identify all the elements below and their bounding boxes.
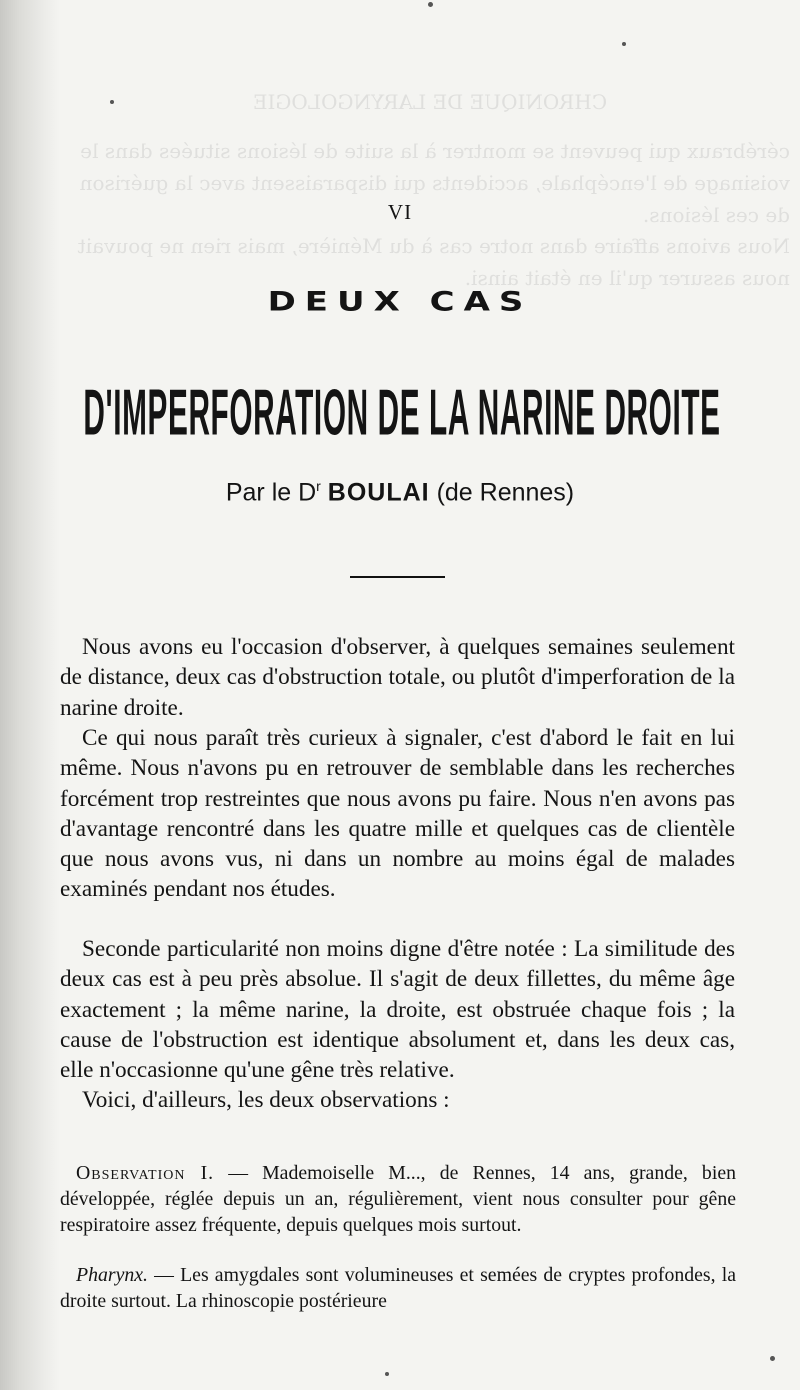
- paragraph-text: Seconde particularité non moins digne d'être notée : La similitude des deux cas est à peu près absolue. Il s'agit de deux fillettes, du même âge exactement ; la même narine, la droite, est obstruée chaque fois ; la cause de l'obstruction est identique absolument et, dans les deux cas, elle n'occasionne qu'une gêne très relative.: [60, 936, 735, 1084]
- scan-speck: [770, 1356, 775, 1361]
- byline-superscript: r: [316, 478, 321, 494]
- bleed-through-header: CHRONIQUE DE LARYNGOLOGIE: [252, 90, 608, 114]
- scan-speck: [110, 100, 114, 104]
- author-name: BOULAI: [327, 478, 430, 507]
- paragraph-text: Nous avons eu l'occasion d'observer, à quelques semaines seulement de distance, deux cas d'obstruction totale, ou plutôt d'imperforation de la narine droite.: [60, 634, 735, 721]
- paragraph-3: [60, 934, 735, 1085]
- paragraph-text: Ce qui nous paraît très curieux à signaler, c'est d'abord le fait en lui même. Nous n'avons pu en retrouver de semblable dans les recherches forcément trop restreintes que nous avons pu faire. Nous n'en avons pas d'avantage rencontré dans les quatre mille et quelques cas de clientèle que nous avons vus, ni dans un nombre au moins égal de malades examinés pendant nos études.: [60, 725, 735, 903]
- observation-pharynx: [60, 1262, 736, 1314]
- byline: [0, 478, 800, 507]
- chapter-title-text: D'IMPERFORATION DE LA NARINE DROITE: [83, 377, 721, 450]
- scan-speck: [428, 2, 433, 7]
- bleed-through-text-2: Nous avions affaire dans notre cas à du Ménière, mais rien ne pouvait nous assurer qu'il en était ainsi.: [77, 234, 790, 290]
- scan-speck: [385, 1372, 389, 1376]
- observation-1: [60, 1160, 736, 1239]
- paragraph-1: [60, 632, 735, 723]
- paragraph-text: Voici, d'ailleurs, les deux observations :: [82, 1087, 450, 1113]
- pharynx-label: Pharynx.: [76, 1264, 148, 1286]
- observation-label: Observation I.: [76, 1162, 215, 1184]
- chapter-title: [83, 360, 721, 468]
- chapter-number: VI: [387, 200, 413, 224]
- chapter-kicker: DEUX CAS: [267, 286, 533, 318]
- paragraph-2: [60, 723, 735, 905]
- bleed-through-text: cérébraux qui peuvent se montrer à la suite de lésions situées dans le voisinage de l'encéphale, accidents qui disparaissent avec la guérison de ces lésions.: [79, 139, 790, 227]
- scan-speck: [622, 42, 626, 46]
- section-rule: [350, 576, 445, 578]
- pharynx-text: — Les amygdales sont volumineuses et semées de cryptes profondes, la droite surtout. La rhinoscopie postérieure: [60, 1264, 736, 1313]
- paragraph-4: [60, 1085, 735, 1115]
- byline-prefix: Par le D: [225, 478, 317, 507]
- observation-text: — Mademoiselle M..., de Rennes, 14 ans, grande, bien développée, réglée depuis un an, régulièrement, vient nous consulter pour gêne respiratoire assez fréquente, depuis quelques mois surtout.: [60, 1162, 736, 1237]
- byline-suffix: (de Rennes): [436, 478, 575, 507]
